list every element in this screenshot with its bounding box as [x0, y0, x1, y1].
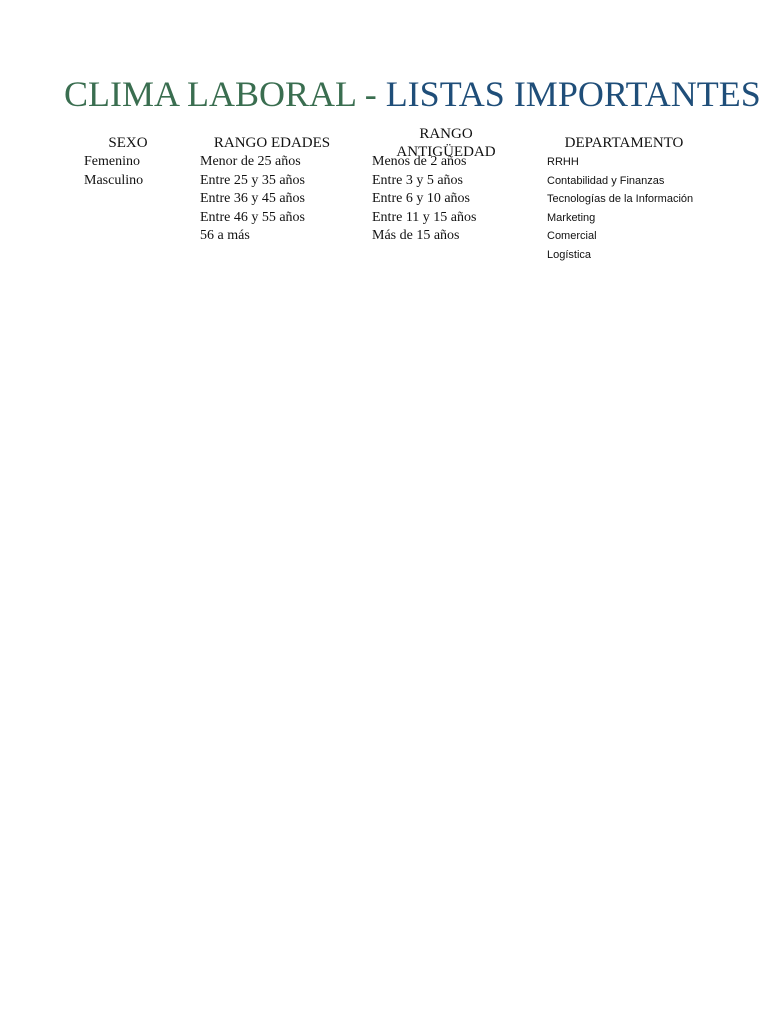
- list-sexo: [84, 153, 143, 190]
- title-separator: -: [355, 74, 386, 114]
- list-item: Entre 46 y 55 años: [200, 209, 305, 225]
- list-item: Logística: [547, 248, 592, 261]
- list-item: Masculino: [84, 172, 144, 188]
- page-title: [64, 72, 761, 120]
- column-header-sexo: SEXO: [108, 135, 148, 151]
- list-item: Entre 25 y 35 años: [200, 172, 305, 188]
- list-item: Más de 15 años: [372, 228, 460, 243]
- list-item: 56 a más: [200, 228, 250, 243]
- column-header-rango-antiguedad: RANGO ANTIGÜEDAD: [396, 126, 496, 160]
- list-item: RRHH: [547, 156, 579, 168]
- list-departamento: [547, 153, 693, 264]
- column-header-rango-edades: RANGO EDADES: [213, 135, 331, 151]
- list-item: Entre 6 y 10 años: [372, 191, 470, 206]
- list-item: Femenino: [84, 154, 140, 169]
- list-rango-edades: [200, 153, 305, 246]
- column-header-departamento: DEPARTAMENTO: [564, 135, 684, 151]
- title-part-clima-laboral: CLIMA LABORAL: [64, 74, 356, 114]
- list-item: Entre 36 y 45 años: [200, 191, 305, 206]
- list-item: Entre 11 y 15 años: [372, 209, 477, 225]
- list-item: Contabilidad y Finanzas: [547, 174, 665, 187]
- list-item: Marketing: [547, 211, 596, 224]
- list-rango-antiguedad: [372, 153, 476, 246]
- list-item: Tecnologías de la Información: [547, 193, 694, 205]
- list-item: Entre 3 y 5 años: [372, 172, 463, 188]
- list-item: Menor de 25 años: [200, 154, 301, 169]
- list-item: Menos de 2 años: [372, 154, 467, 169]
- title-part-listas-importantes: LISTAS IMPORTANTES: [385, 74, 761, 114]
- list-item: Comercial: [547, 230, 597, 242]
